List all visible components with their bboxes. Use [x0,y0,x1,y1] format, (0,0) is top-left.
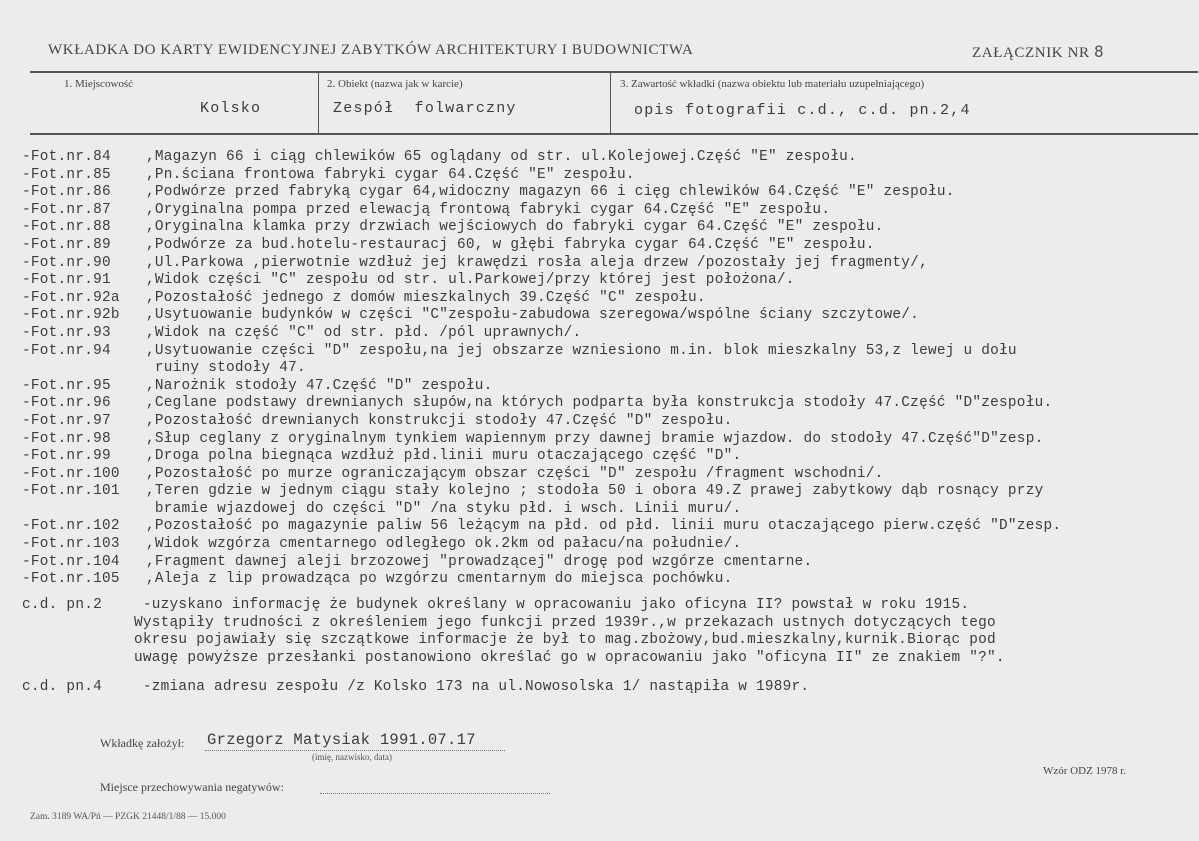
photo-entry-line [22,378,1061,396]
photo-ref: -Fot.nr.100 [22,465,120,482]
photo-ref: -Fot.nr.93 [22,324,111,341]
note-text: -zmiana adresu zespołu /z Kolsko 173 na ul.Nowosolska 1/ nastąpiła w 1989r. [134,679,810,695]
photo-description: ,Pozostałość drewnianych konstrukcji stodoły 47.Część "D" zespołu. [146,412,733,429]
photo-description: ,Teren gdzie w jednym ciągu stały kolejno ; stodoła 50 i obora 49.Z prawej zabytkowy dąb rosnący przy [146,483,1044,500]
photo-entry-line [22,395,1061,413]
photo-description: ,Aleja z lip prowadząca po wzgórzu cmentarnym do miejsca pochówku. [146,571,733,588]
photo-description: bramie wjazdowej do części "D" /na styku płd. i wsch. Linii muru/. [146,500,742,517]
photo-entry-line [22,237,1061,255]
photo-entry-line [22,184,1061,202]
photo-entry-line [22,518,1061,536]
photo-entry-line [22,571,1061,589]
location-value: Kolsko [200,100,262,117]
note-line [22,650,1005,668]
photo-entry-line [22,307,1061,325]
photo-ref: -Fot.nr.105 [22,571,120,588]
photo-description: ,Pozostałość po magazynie paliw 56 leżącym na płd. od płd. linii muru otaczającego pierw.część "D"zesp. [146,518,1062,535]
photo-description: ,Oryginalna klamka przy drzwiach wejściowych do fabryki cygar 64.Część "E" zespołu. [146,219,884,236]
photo-entry-line [22,413,1061,431]
photo-entry-line [22,272,1061,290]
photo-description: ,Usytuowanie budynków w części "C"zespołu-zabudowa szeregowa/wspólne ściany szczytowe/. [146,307,920,324]
photo-ref: -Fot.nr.95 [22,377,111,394]
photo-entry-line [22,290,1061,308]
photo-entry-line [22,431,1061,449]
photo-description: ,Droga polna biegnąca wzdłuż płd.linii muru otaczającego część "D". [146,448,742,465]
form-pattern: Wzór ODZ 1978 r. [1043,765,1127,777]
photo-description: ,Oryginalna pompa przed elewacją frontową fabryki cygar 64.Część "E" zespołu. [146,201,831,218]
photo-ref: -Fot.nr.86 [22,184,111,201]
note-pn2 [22,597,1005,667]
photo-entry-line [22,219,1061,237]
made-by-hint: (imię, nazwisko, data) [312,752,392,762]
photo-ref: -Fot.nr.103 [22,536,120,553]
annex-heading [972,42,1104,62]
photo-entry-line [22,343,1061,361]
photo-description: ,Widok wzgórza cmentarnego odległego ok.2km od pałacu/na południe/. [146,536,742,553]
header-divider-2 [610,73,611,133]
photo-description: ,Ul.Parkowa ,pierwotnie wzdłuż jej krawędzi rosła aleja drzew /pozostały jej fragmenty/, [146,254,928,271]
photo-ref: -Fot.nr.84 [22,149,111,165]
header-bottom-rule [30,133,1198,135]
photo-entry-line [22,536,1061,554]
photo-description: ,Fragment dawnej aleji brzozowej "prowadzącej" drogę pod wzgórze cmentarne. [146,553,813,570]
photo-ref: -Fot.nr.87 [22,201,111,218]
note-line [22,615,1005,633]
photo-description: ,Pn.ściana frontowa fabryki cygar 64.Część "E" zespołu. [146,166,635,183]
photo-description: ,Narożnik stodoły 47.Część "D" zespołu. [146,377,493,394]
photo-description: ,Podwórze przed fabryką cygar 64,widoczny magazyn 66 i cięg chlewików 64.Część "E" zespołu. [146,184,955,201]
photo-ref: -Fot.nr.88 [22,219,111,236]
photo-entry-line [22,501,1061,519]
photo-description: ,Widok na część "C" od str. płd. /pól uprawnych/. [146,324,582,341]
made-by-label: Wkładkę założył: [100,736,185,750]
photo-ref [22,360,146,378]
photo-description: ,Magazyn 66 i ciąg chlewików 65 oglądany od str. ul.Kolejowej.Część "E" zespołu. [146,149,857,165]
photo-ref: -Fot.nr.92b [22,307,120,324]
photo-entry-line [22,466,1061,484]
object-value: Zespół folwarczny [333,100,517,117]
photo-ref: -Fot.nr.98 [22,430,111,447]
photo-entry-line [22,202,1061,220]
note-text: Wystąpiły trudności z określeniem jego funkcji przed 1939r.,w przekazach ustnych dotyczących tego [134,614,996,631]
photo-ref: -Fot.nr.94 [22,342,111,359]
photo-description: ,Podwórze za bud.hotelu-restauracj 60, w głębi fabryka cygar 64.Część "E" zespołu. [146,236,875,253]
note-line [22,679,809,697]
photo-ref: -Fot.nr.92a [22,289,120,306]
object-label: 2. Obiekt (nazwa jak w karcie) [327,78,463,90]
content-label: 3. Zawartość wkładki (nazwa obiektu lub materiału uzupełniającego) [620,78,925,90]
photo-ref: -Fot.nr.99 [22,448,111,465]
photo-ref: -Fot.nr.97 [22,412,111,429]
note-line [22,597,1005,615]
photo-ref: -Fot.nr.85 [22,166,111,183]
photo-description: ,Usytuowanie części "D" zespołu,na jej obszarze wzniesiono m.in. blok mieszkalny 53,z lewej u dołu [146,342,1017,359]
photo-entry-line [22,255,1061,273]
content-value: opis fotografii c.d., c.d. pn.2,4 [634,102,971,119]
photo-ref: -Fot.nr.90 [22,254,111,271]
note-pn4 [22,679,809,697]
form-title: WKŁADKA DO KARTY EWIDENCYJNEJ ZABYTKÓW ARCHITEKTURY I BUDOWNICTWA [48,42,694,58]
photo-ref: -Fot.nr.104 [22,553,120,570]
photo-entry-line [22,360,1061,378]
header-divider-1 [318,73,319,133]
photo-description: ,Ceglane podstawy drewnianych słupów,na których podparta była konstrukcja stodoły 47.Część "D"zespołu. [146,395,1053,412]
photo-entry-line [22,448,1061,466]
photo-ref: -Fot.nr.102 [22,518,120,535]
note-text: okresu pojawiały się szczątkowe informacje że był to mag.zbożowy,bud.mieszkalny,kurnik.Biorąc pod [134,632,996,649]
photo-ref: -Fot.nr.101 [22,483,120,500]
photo-ref: -Fot.nr.89 [22,236,111,253]
photo-entry-line [22,483,1061,501]
annex-label: ZAŁĄCZNIK NR [972,45,1090,61]
note-text: uwagę powyższe przesłanki postanowiono określać go w opracowaniu jako "oficyna II" ze znakiem "?". [134,649,1005,666]
header-top-rule [30,71,1198,73]
storage-line [320,793,550,794]
photo-description: ,Pozostałość po murze ograniczającym obszar części "D" zespołu /fragment wschodni/. [146,465,884,482]
note-label: c.d. pn.2 [22,597,102,613]
photo-ref: -Fot.nr.91 [22,272,111,289]
note-text: -uzyskano informację że budynek określany w opracowaniu jako oficyna II? powstał w roku 1915. [134,597,970,613]
photo-ref [22,501,146,519]
photo-description: ,Pozostałość jednego z domów mieszkalnych 39.Część "C" zespołu. [146,289,706,306]
photo-entry-line [22,325,1061,343]
photo-description: ,Słup ceglany z oryginalnym tynkiem wapiennym przy dawnej bramie wjazdow. do stodoły 47.Część"D"zesp. [146,430,1044,447]
storage-label: Miejsce przechowywania negatywów: [100,780,284,794]
photo-entry-list [22,149,1061,589]
photo-entry-line [22,167,1061,185]
location-label: 1. Miejscowość [64,78,134,90]
made-by-value: Grzegorz Matysiak 1991.07.17 [207,731,476,749]
annex-number: 8 [1093,42,1105,61]
print-info: Zam. 3189 WA/Pń — PZGK 21448/1/88 — 15.000 [30,812,226,822]
made-by-line [205,750,505,751]
photo-description: ruiny stodoły 47. [146,360,306,377]
photo-ref: -Fot.nr.96 [22,395,111,412]
note-label: c.d. pn.4 [22,679,102,695]
photo-entry-line [22,149,1061,167]
photo-description: ,Widok części "C" zespołu od str. ul.Parkowej/przy której jest położona/. [146,272,795,289]
photo-entry-line [22,554,1061,572]
note-line [22,632,1005,650]
